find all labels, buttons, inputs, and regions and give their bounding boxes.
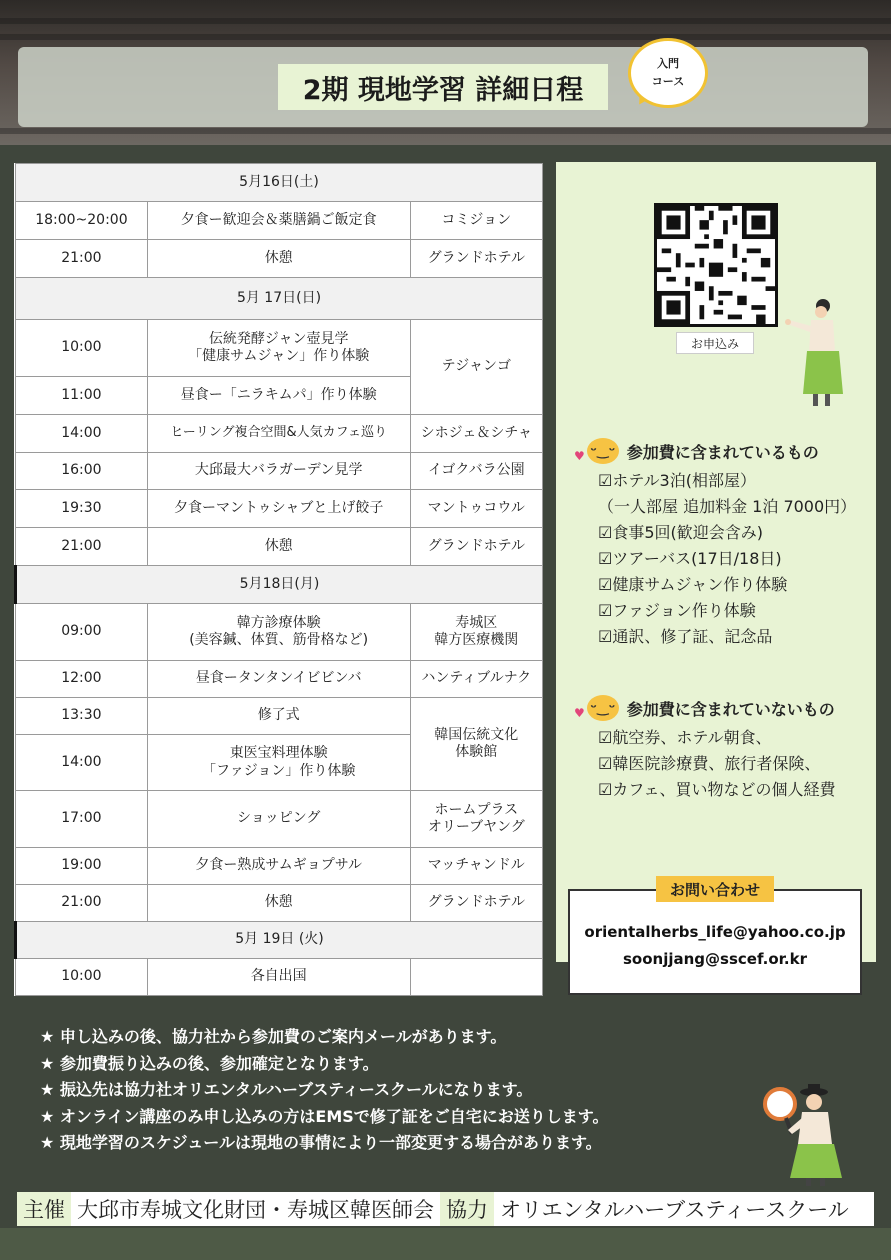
host-name: 大邱市寿城文化財団・寿城区韓医師会 [77, 1198, 434, 1222]
place-cell: テジャンゴ [410, 320, 542, 415]
table-row [16, 453, 543, 490]
place-line: 寿城区 [455, 614, 498, 631]
footer-bar [17, 1192, 874, 1226]
host-tag: 主催 [17, 1192, 71, 1226]
list-item: ☑ホテル3泊(相部屋） [598, 471, 756, 490]
activity-line: 「ファジョン」作り体験 [201, 762, 356, 779]
activity-cell: 休憩 [147, 885, 410, 922]
table-row [16, 698, 543, 735]
activity-cell: 修了式 [147, 698, 410, 735]
table-row [16, 885, 543, 922]
time-cell: 14:00 [16, 415, 148, 453]
day-header: 5月18日(月) [16, 566, 543, 604]
list-item: （一人部屋 追加料金 1泊 7000円） [598, 497, 857, 516]
place-line: ホームプラス [434, 801, 519, 818]
activity-line: (美容鍼、体質、筋骨格など) [189, 632, 369, 648]
time-cell: 12:00 [16, 661, 148, 698]
place-line: 韓国伝統文化 [434, 726, 519, 743]
place-cell: シホジェ＆シチャ [410, 415, 542, 453]
table-row [16, 490, 543, 528]
activity-cell: 大邱最大バラガーデン見学 [147, 453, 410, 490]
activity-cell: ヒーリング複合空間&人気カフェ巡り [147, 415, 410, 453]
table-row [16, 848, 543, 885]
activity-cell: 夕食ー歓迎会＆薬膳鍋ご飯定食 [147, 202, 410, 240]
time-cell: 17:00 [16, 791, 148, 848]
place-cell: グランドホテル [410, 240, 542, 278]
table-row [16, 415, 543, 453]
place-cell: ハンティブルナク [410, 661, 542, 698]
activity-cell: 休憩 [147, 240, 410, 278]
time-cell: 16:00 [16, 453, 148, 490]
activity-cell: 夕食ーマントゥシャブと上げ餃子 [147, 490, 410, 528]
place-cell: コミジョン [410, 202, 542, 240]
activity-line: 韓方診療体験 [236, 614, 321, 631]
place-cell: グランドホテル [410, 528, 542, 566]
list-item: ☑食事5回(歓迎会含み) [598, 523, 764, 542]
day-header: 5月16日(土) [16, 164, 543, 202]
activity-cell [147, 735, 410, 791]
day-header: 5月 17日(日) [16, 278, 543, 320]
list-item: ☑通訳、修了証、記念品 [598, 627, 773, 646]
table-row [16, 959, 543, 996]
time-cell: 10:00 [16, 320, 148, 377]
contact-label: お問い合わせ [656, 876, 774, 902]
note-item: ★ 現地学習のスケジュールは現地の事情により一部変更する場合があります。 [40, 1133, 602, 1152]
place-cell [410, 959, 542, 996]
badge-line-1: 入門 [657, 57, 679, 71]
badge-line-2: コース [651, 75, 685, 88]
excluded-list [598, 725, 836, 803]
heart-icon: ♥ [574, 706, 585, 720]
note-item: ★ 振込先は協力社オリエンタルハーブスティースクールになります。 [40, 1080, 533, 1099]
place-cell [410, 604, 542, 661]
coop-name: オリエンタルハーブスティースクール [500, 1198, 849, 1222]
place-cell [410, 791, 542, 848]
smile-icon: ᵕ‿ᵕ [587, 695, 619, 721]
list-item: ☑健康サムジャン作り体験 [598, 575, 788, 594]
activity-cell [147, 320, 410, 377]
included-heading: 参加費に含まれているもの [626, 442, 819, 462]
heart-icon: ♥ [574, 449, 585, 463]
table-row [16, 202, 543, 240]
time-cell: 14:00 [16, 735, 148, 791]
time-cell: 18:00~20:00 [16, 202, 148, 240]
activity-cell: 各自出国 [147, 959, 410, 996]
time-cell: 21:00 [16, 240, 148, 278]
note-item: ★ 申し込みの後、協力社から参加費のご案内メールがあります。 [40, 1027, 507, 1046]
time-cell: 21:00 [16, 528, 148, 566]
table-row [16, 604, 543, 661]
excluded-heading: 参加費に含まれていないもの [626, 699, 835, 719]
activity-cell: ショッピング [147, 791, 410, 848]
hanbok-figure-image [785, 296, 845, 411]
activity-line: 「健康サムジャン」作り体験 [188, 348, 370, 364]
time-cell: 19:30 [16, 490, 148, 528]
activity-cell: 夕食ー熟成サムギョプサル [147, 848, 410, 885]
note-item: ★ 参加費振り込みの後、参加確定となります。 [40, 1053, 379, 1073]
activity-cell: 昼食ータンタンイビビンバ [147, 661, 410, 698]
place-cell: グランドホテル [410, 885, 542, 922]
activity-cell [147, 604, 410, 661]
place-line: オリーブヤング [427, 819, 525, 835]
list-item: ☑ツアーバス(17日/18日) [598, 549, 782, 568]
time-cell: 11:00 [16, 377, 148, 415]
table-row [16, 661, 543, 698]
place-line: 韓方医療機関 [434, 632, 519, 648]
notes-list [40, 1024, 760, 1157]
included-list [598, 468, 856, 650]
activity-line: 伝統発酵ジャン壺見学 [208, 330, 349, 347]
schedule-table [14, 163, 543, 996]
qr-code-icon [657, 206, 775, 324]
excluded-heading-row [574, 695, 835, 721]
place-cell [410, 698, 542, 791]
magnifier-figure-image [762, 1082, 862, 1187]
table-row [16, 240, 543, 278]
page-title: 2期 現地学習 詳細日程 [278, 64, 608, 110]
time-cell: 21:00 [16, 885, 148, 922]
time-cell: 09:00 [16, 604, 148, 661]
place-cell: マッチャンドル [410, 848, 542, 885]
time-cell: 13:30 [16, 698, 148, 735]
list-item: ☑ファジョン作り体験 [598, 601, 756, 620]
coop-tag: 協力 [440, 1192, 494, 1226]
place-cell: マントゥコウル [410, 490, 542, 528]
day-header: 5月 19日 (火) [16, 922, 543, 959]
bottom-strip [0, 1228, 891, 1260]
time-cell: 10:00 [16, 959, 148, 996]
table-row [16, 320, 543, 377]
course-badge [628, 38, 708, 108]
table-row [16, 528, 543, 566]
time-cell: 19:00 [16, 848, 148, 885]
qr-label: お申込み [676, 332, 754, 354]
activity-cell: 休憩 [147, 528, 410, 566]
list-item: ☑韓医院診療費、旅行者保険、 [598, 754, 821, 773]
included-heading-row [574, 438, 819, 464]
table-row [16, 791, 543, 848]
note-item: ★ オンライン講座のみ申し込みの方はEMSで修了証をご自宅にお送りします。 [40, 1106, 609, 1126]
list-item: ☑航空券、ホテル朝食、 [598, 728, 772, 747]
place-line: 体験館 [455, 744, 498, 760]
smile-icon: ᵕ‿ᵕ [587, 438, 619, 464]
activity-line: 東医宝料理体験 [229, 745, 328, 761]
email-link-1[interactable]: orientalherbs_life@yahoo.co.jp [584, 923, 846, 941]
contact-box [568, 889, 862, 995]
list-item: ☑カフェ、買い物などの個人経費 [598, 780, 836, 799]
email-link-2[interactable]: soonjjang@sscef.or.kr [623, 950, 807, 968]
activity-cell: 昼食ー「ニラキムパ」作り体験 [147, 377, 410, 415]
place-cell: イゴクバラ公園 [410, 453, 542, 490]
qr-code[interactable] [654, 203, 778, 327]
